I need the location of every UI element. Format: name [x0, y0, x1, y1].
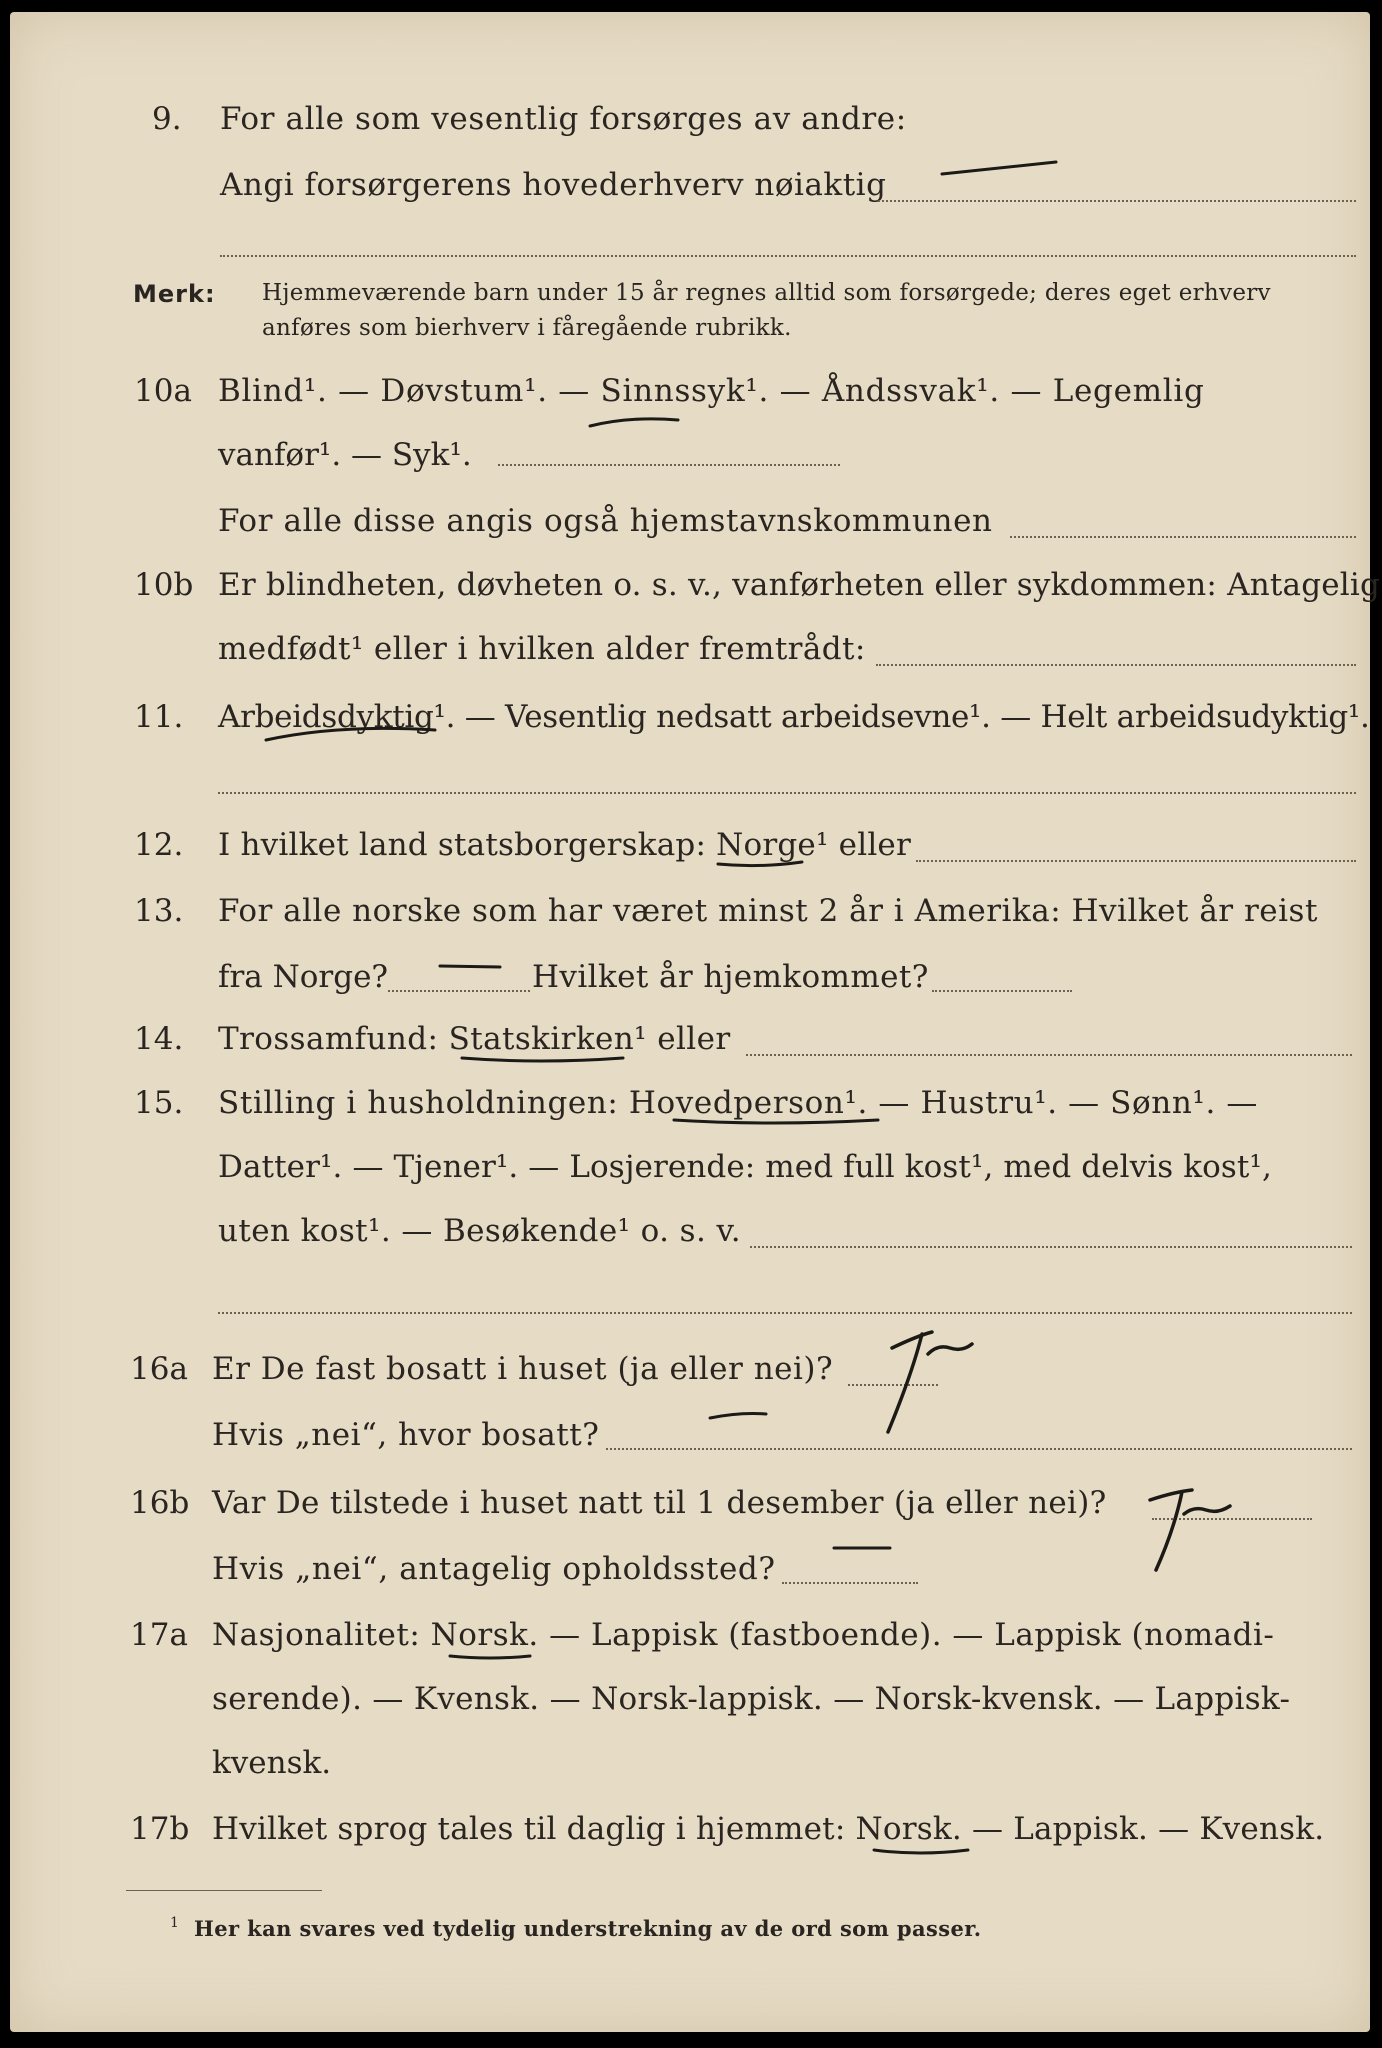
q16b-line2: Hvis „nei“, antagelig opholdssted?: [212, 1551, 776, 1587]
q10a-line2: vanfør¹. — Syk¹.: [218, 437, 472, 473]
q17a-line1: Nasjonalitet: Norsk. — Lappisk (fastboende). — Lappisk (nomadi-: [212, 1617, 1275, 1653]
q13-number: 13.: [134, 893, 184, 929]
q10b-number: 10b: [134, 567, 194, 603]
q12-number: 12.: [134, 827, 184, 863]
q9-number: 9.: [152, 101, 182, 137]
footnote-mark: 1: [170, 1915, 179, 1931]
q14-number: 14.: [134, 1021, 184, 1057]
dash-mark-q9: [942, 162, 1056, 174]
q16a-handwritten-answer: [872, 1314, 992, 1444]
q17a-number: 17a: [130, 1617, 188, 1653]
handwritten-marks: [10, 12, 1370, 2032]
underline-arbeidsdyktig: [266, 728, 435, 740]
q10b-line2: medfødt¹ eller i hvilken alder fremtrådt:: [218, 631, 866, 667]
q15-line2: Datter¹. — Tjener¹. — Losjerende: med full kost¹, med delvis kost¹,: [218, 1149, 1272, 1185]
q15-number: 15.: [134, 1085, 184, 1121]
census-form-page: [10, 12, 1381, 2032]
footnote-text: Her kan svares ved tydelig understrekning av de ord som passer.: [194, 1916, 982, 1941]
q16a-number: 16a: [130, 1351, 188, 1387]
q15-line1: Stilling i husholdningen: Hovedperson¹. — Hustru¹. — Sønn¹. —: [218, 1085, 1258, 1121]
q17a-line3: kvensk.: [212, 1745, 332, 1781]
q13-line1: For alle norske som har været minst 2 år i Amerika: Hvilket år reist: [218, 893, 1318, 929]
merk-line1: Hjemmeværende barn under 15 år regnes alltid som forsørgede; deres eget erhverv: [262, 280, 1271, 306]
q12-line1: I hvilket land statsborgerskap: Norge¹ eller: [218, 827, 911, 863]
q16b-number: 16b: [130, 1485, 190, 1521]
q16a-line2: Hvis „nei“, hvor bosatt?: [212, 1417, 600, 1453]
q13-line2b: Hvilket år hjemkommet?: [532, 959, 929, 995]
q16a-line1: Er De fast bosatt i huset (ja eller nei)?: [212, 1351, 834, 1387]
q16b-line1: Var De tilstede i huset natt til 1 desember (ja eller nei)?: [212, 1485, 1107, 1521]
q11-line1: Arbeidsdyktig¹. — Vesentlig nedsatt arbeidsevne¹. — Helt arbeidsudyktig¹.: [218, 699, 1370, 735]
q9-line2: Angi forsørgerens hovederhverv nøiaktig: [220, 167, 887, 203]
underline-norge: [718, 862, 802, 866]
underline-norsk-17b: [874, 1850, 968, 1853]
q9-line1: For alle som vesentlig forsørges av andre:: [220, 101, 907, 137]
q17b-number: 17b: [130, 1811, 190, 1847]
q10a-line1: Blind¹. — Døvstum¹. — Sinnssyk¹. — Åndssvak¹. — Legemlig: [218, 373, 1205, 409]
q10b-line1: Er blindheten, døvheten o. s. v., vanførheten eller sykdommen: Antagelig: [218, 567, 1381, 603]
underline-hovedperson: [674, 1120, 878, 1123]
underline-statskirken: [462, 1058, 623, 1061]
merk-label: Merk:: [133, 280, 216, 308]
q16b-handwritten-answer: [1136, 1480, 1246, 1580]
q17a-line2: serende). — Kvensk. — Norsk-lappisk. — Norsk-kvensk. — Lappisk-: [212, 1681, 1291, 1717]
q10a-number: 10a: [134, 373, 192, 409]
q11-number: 11.: [134, 699, 184, 735]
q17b-line1: Hvilket sprog tales til daglig i hjemmet: Norsk. — Lappisk. — Kvensk.: [212, 1811, 1325, 1847]
q10a-line3: For alle disse angis også hjemstavnskommunen: [218, 503, 993, 539]
dash-mark-q13: [440, 966, 500, 967]
merk-line2: anføres som bierhverv i fåregående rubrikk.: [262, 315, 792, 341]
dash-mark-q16a: [710, 1414, 766, 1419]
q14-line1: Trossamfund: Statskirken¹ eller: [218, 1021, 731, 1057]
q15-line3: uten kost¹. — Besøkende¹ o. s. v.: [218, 1213, 741, 1249]
underline-sinnssyk: [590, 419, 678, 426]
q13-line2a: fra Norge?: [218, 959, 389, 995]
underline-norsk-17a: [450, 1656, 530, 1658]
